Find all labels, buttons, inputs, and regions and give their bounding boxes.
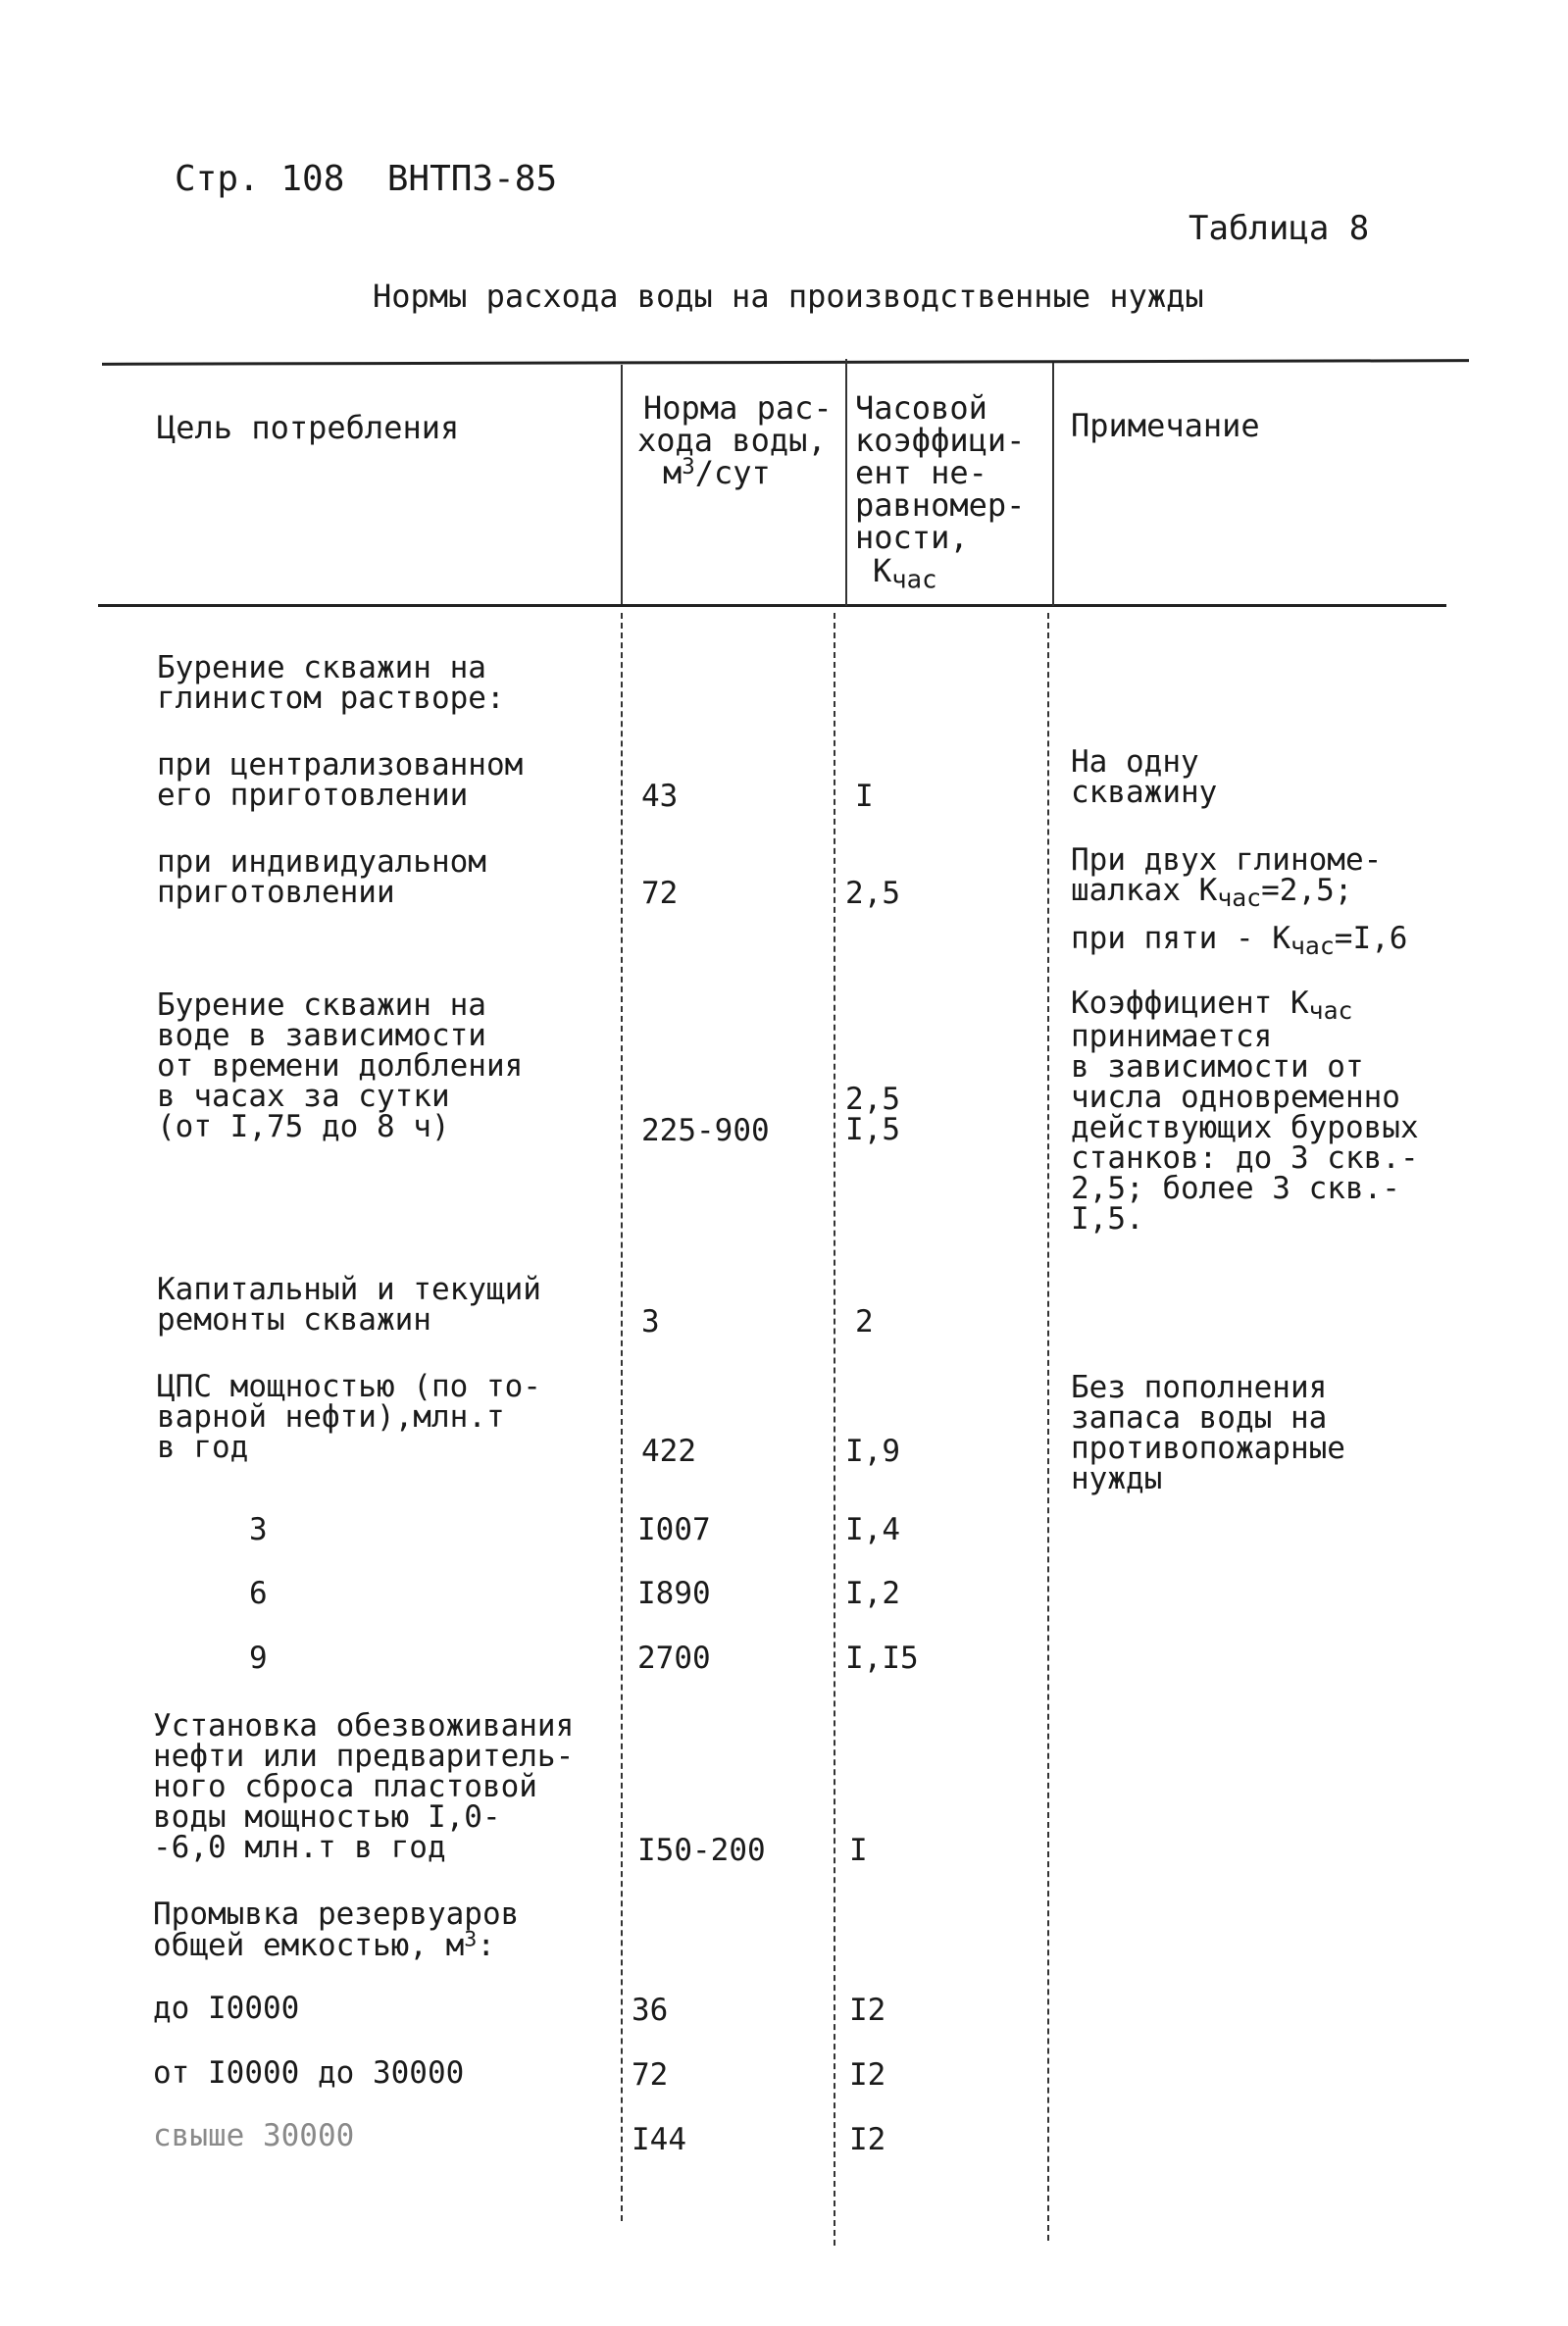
- coef-value: I,2: [845, 1576, 900, 1611]
- row-label: от времени долбления: [157, 1048, 524, 1084]
- note-text: скважину: [1071, 775, 1218, 810]
- coef-value: I,I5: [845, 1641, 919, 1676]
- row-label: (от I,75 до 8 ч): [157, 1109, 450, 1144]
- coef-value: I,9: [845, 1434, 900, 1469]
- norm-value: 72: [632, 2057, 669, 2093]
- coef-value: 2,5: [845, 1082, 900, 1117]
- row-label: от I0000 до 30000: [153, 2055, 465, 2091]
- norm-value: I007: [637, 1512, 711, 1547]
- coef-value: I,5: [845, 1112, 900, 1147]
- norm-value: 36: [632, 1993, 669, 2028]
- norm-value: I890: [637, 1576, 711, 1611]
- coef-header-line: ент не-: [855, 454, 987, 491]
- row-label: ЦПС мощностью (по то-: [157, 1369, 541, 1404]
- row-label: Промывка резервуаров: [153, 1896, 520, 1932]
- note-text: На одну: [1071, 744, 1199, 780]
- note-text: Коэффициент $К_{час}$: [1071, 986, 1353, 1026]
- norm-value: 422: [641, 1434, 696, 1469]
- coef-header-line: коэффици-: [855, 422, 1026, 459]
- coef-header-line: равномер-: [855, 486, 1026, 524]
- row-label: Бурение скважин на: [157, 987, 486, 1023]
- norm-value: 72: [641, 876, 679, 911]
- coef-value: I2: [849, 2057, 886, 2093]
- note-text: станков: до 3 скв.-: [1071, 1140, 1419, 1176]
- note-text: Без пополнения: [1071, 1370, 1328, 1405]
- norm-value: 3: [641, 1304, 660, 1340]
- col-divider-2: [834, 613, 835, 2246]
- row-label: нефти или предваритель-: [153, 1739, 575, 1774]
- norm-value: I44: [632, 2122, 686, 2157]
- row-label: варной нефти),млн.т: [157, 1399, 505, 1435]
- row-label: общей емкостью, $м^3$:: [153, 1927, 496, 1963]
- row-label: ного сброса пластовой: [153, 1769, 537, 1804]
- table-title: Нормы расхода воды на производственные нужды: [373, 278, 1204, 315]
- col-divider-2-header: [845, 359, 847, 606]
- note-text: I,5.: [1071, 1201, 1144, 1237]
- coef-value: I: [849, 1833, 868, 1868]
- note-text: действующих буровых: [1071, 1110, 1419, 1145]
- row-label: в год: [157, 1430, 249, 1465]
- note-text: 2,5; более 3 скв.-: [1071, 1171, 1400, 1206]
- col-divider-1-header: [621, 365, 623, 604]
- row-label: 6: [249, 1576, 268, 1611]
- row-label: воды мощностью I,0-: [153, 1799, 501, 1835]
- coef-header-line: ности,: [855, 519, 969, 556]
- note-text: нужды: [1071, 1461, 1163, 1496]
- coef-header-line: Часовой: [855, 389, 987, 427]
- col-divider-3-header: [1052, 363, 1054, 606]
- note-text: при пяти - $К_{час}=I,6$: [1071, 921, 1408, 961]
- coef-value: I,4: [845, 1512, 900, 1547]
- norm-value: 43: [641, 779, 679, 814]
- row-label: Капитальный и текущий: [157, 1272, 541, 1307]
- row-label: -6,0 млн.т в год: [153, 1830, 446, 1865]
- note-text: запаса воды на: [1071, 1400, 1328, 1436]
- col-divider-3: [1047, 613, 1049, 2241]
- row-label: приготовлении: [157, 875, 395, 910]
- note-text: При двух глиноме-: [1071, 842, 1383, 878]
- row-label: его приготовлении: [157, 778, 469, 813]
- note-text: противопожарные: [1071, 1431, 1345, 1466]
- row-label: глинистом растворе:: [157, 681, 505, 716]
- coef-value: 2: [855, 1304, 874, 1340]
- norm-value: 225-900: [641, 1113, 770, 1148]
- norm-header-line: хода воды,: [637, 422, 827, 459]
- note-text: числа одновременно: [1071, 1080, 1400, 1115]
- row-label: ремонты скважин: [157, 1302, 431, 1338]
- row-label: Бурение скважин на: [157, 650, 486, 685]
- col-divider-1: [621, 613, 623, 2221]
- norm-value: 2700: [637, 1641, 711, 1676]
- row-label: при индивидуальном: [157, 844, 486, 880]
- header-bottom-rule: [98, 604, 1446, 607]
- norm-header-unit: $м^3$/сут: [663, 453, 771, 491]
- row-label: 9: [249, 1641, 268, 1676]
- coef-value: I2: [849, 2122, 886, 2157]
- table-top-rule: [102, 359, 1469, 366]
- note-text: в зависимости от: [1071, 1049, 1364, 1085]
- coef-value: I: [855, 779, 874, 814]
- row-label: 3: [249, 1512, 268, 1547]
- note-text: принимается: [1071, 1019, 1273, 1054]
- row-label: свыше 30000: [153, 2118, 355, 2153]
- page-header: Стр. 108 ВНТПЗ-85: [175, 159, 558, 199]
- coef-value: 2,5: [845, 876, 900, 911]
- norm-header-line: Норма рас-: [643, 389, 833, 427]
- row-label: в часах за сутки: [157, 1079, 450, 1114]
- note-text: шалках $К_{час}=2,5$;: [1071, 873, 1353, 913]
- table-label: Таблица 8: [1189, 209, 1370, 248]
- row-label: Установка обезвоживания: [153, 1708, 575, 1744]
- col-header-note: Примечание: [1071, 407, 1260, 444]
- row-label: при централизованном: [157, 747, 524, 783]
- norm-value: I50-200: [637, 1833, 766, 1868]
- coef-header-symbol: $К_{час}$: [873, 552, 937, 595]
- row-label: до I0000: [153, 1991, 300, 2026]
- row-label: воде в зависимости: [157, 1018, 486, 1053]
- col-header-purpose: Цель потребления: [157, 409, 460, 446]
- coef-value: I2: [849, 1993, 886, 2028]
